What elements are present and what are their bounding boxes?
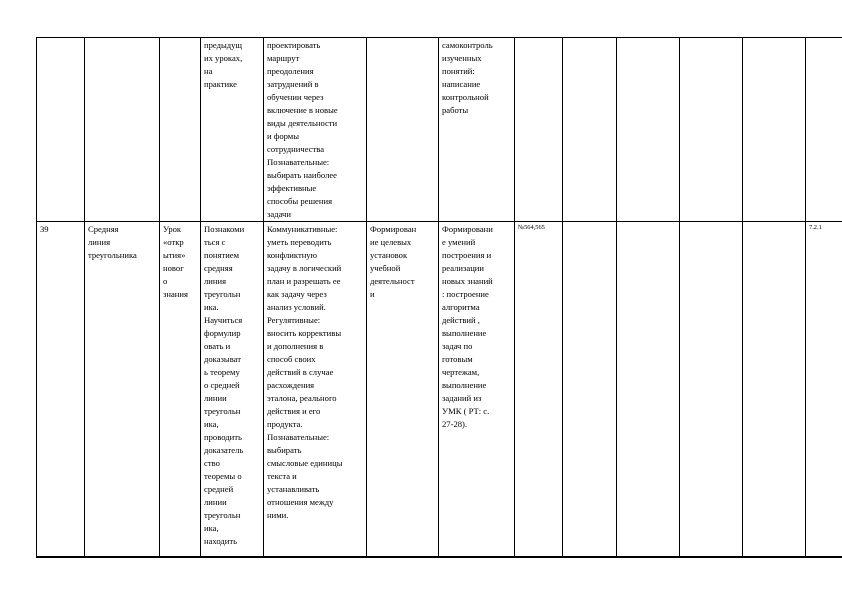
- cell-homework: №564,565: [515, 222, 563, 558]
- cell-topic: Средняя линия треугольника: [85, 222, 160, 558]
- cell-homework: [515, 38, 563, 222]
- cell-number: [37, 38, 85, 222]
- cell-empty: [743, 222, 806, 558]
- cell-activities: Формировани е умений построения и реализации новых знаний : построение алгоритма действий , выполнение задач по готовым чертежам, выполнение заданий из УМК ( РТ: с. 27-28).: [439, 222, 515, 558]
- cell-topic: [85, 38, 160, 222]
- cell-goals: Познакоми ться с понятием средняя линия треугольн ика. Научиться формулир овать и доказыват ь теорему о средней линии треугольн ика, проводить доказатель ство теоремы о средней линии треугольн ика, находить: [201, 222, 264, 558]
- cell-lesson-type: [160, 38, 201, 222]
- cell-empty: [617, 222, 680, 558]
- cell-number: 39: [37, 222, 85, 558]
- lesson-plan-table: [36, 37, 842, 558]
- cell-personal-results: Формирован ие целевых установок учебной деятельност и: [367, 222, 439, 558]
- cell-empty: [563, 38, 617, 222]
- cell-empty: [743, 38, 806, 222]
- cell-activities: самоконтроль изученных понятий: написание контрольной работы: [439, 38, 515, 222]
- cell-uud: проектировать маршрут преодоления затруднений в обучении через включение в новые виды деятельности и формы сотрудничества Познавательные: выбирать наиболее эффективные способы решения задачи: [264, 38, 367, 222]
- table-row: [37, 38, 842, 222]
- cell-code: 7.2.1: [806, 222, 842, 558]
- cell-personal-results: [367, 38, 439, 222]
- cell-uud: Коммуникативные: уметь переводить конфликтную задачу в логический план и разрешать ее как задачу через анализ условий. Регулятивные: вносить коррективы и дополнения в способ своих действий в случае расхождения эталона, реального действия и его продукта. Познавательные: выбирать смысловые единицы текста и устанавливать отношения между ними.: [264, 222, 367, 558]
- cell-code: [806, 38, 842, 222]
- cell-lesson-type: Урок «откр ытия» новог о знания: [160, 222, 201, 558]
- cell-goals: предыдущ их уроках, на практике: [201, 38, 264, 222]
- table-row: [37, 222, 842, 558]
- cell-empty: [680, 38, 743, 222]
- cell-empty: [680, 222, 743, 558]
- cell-empty: [563, 222, 617, 558]
- cell-empty: [617, 38, 680, 222]
